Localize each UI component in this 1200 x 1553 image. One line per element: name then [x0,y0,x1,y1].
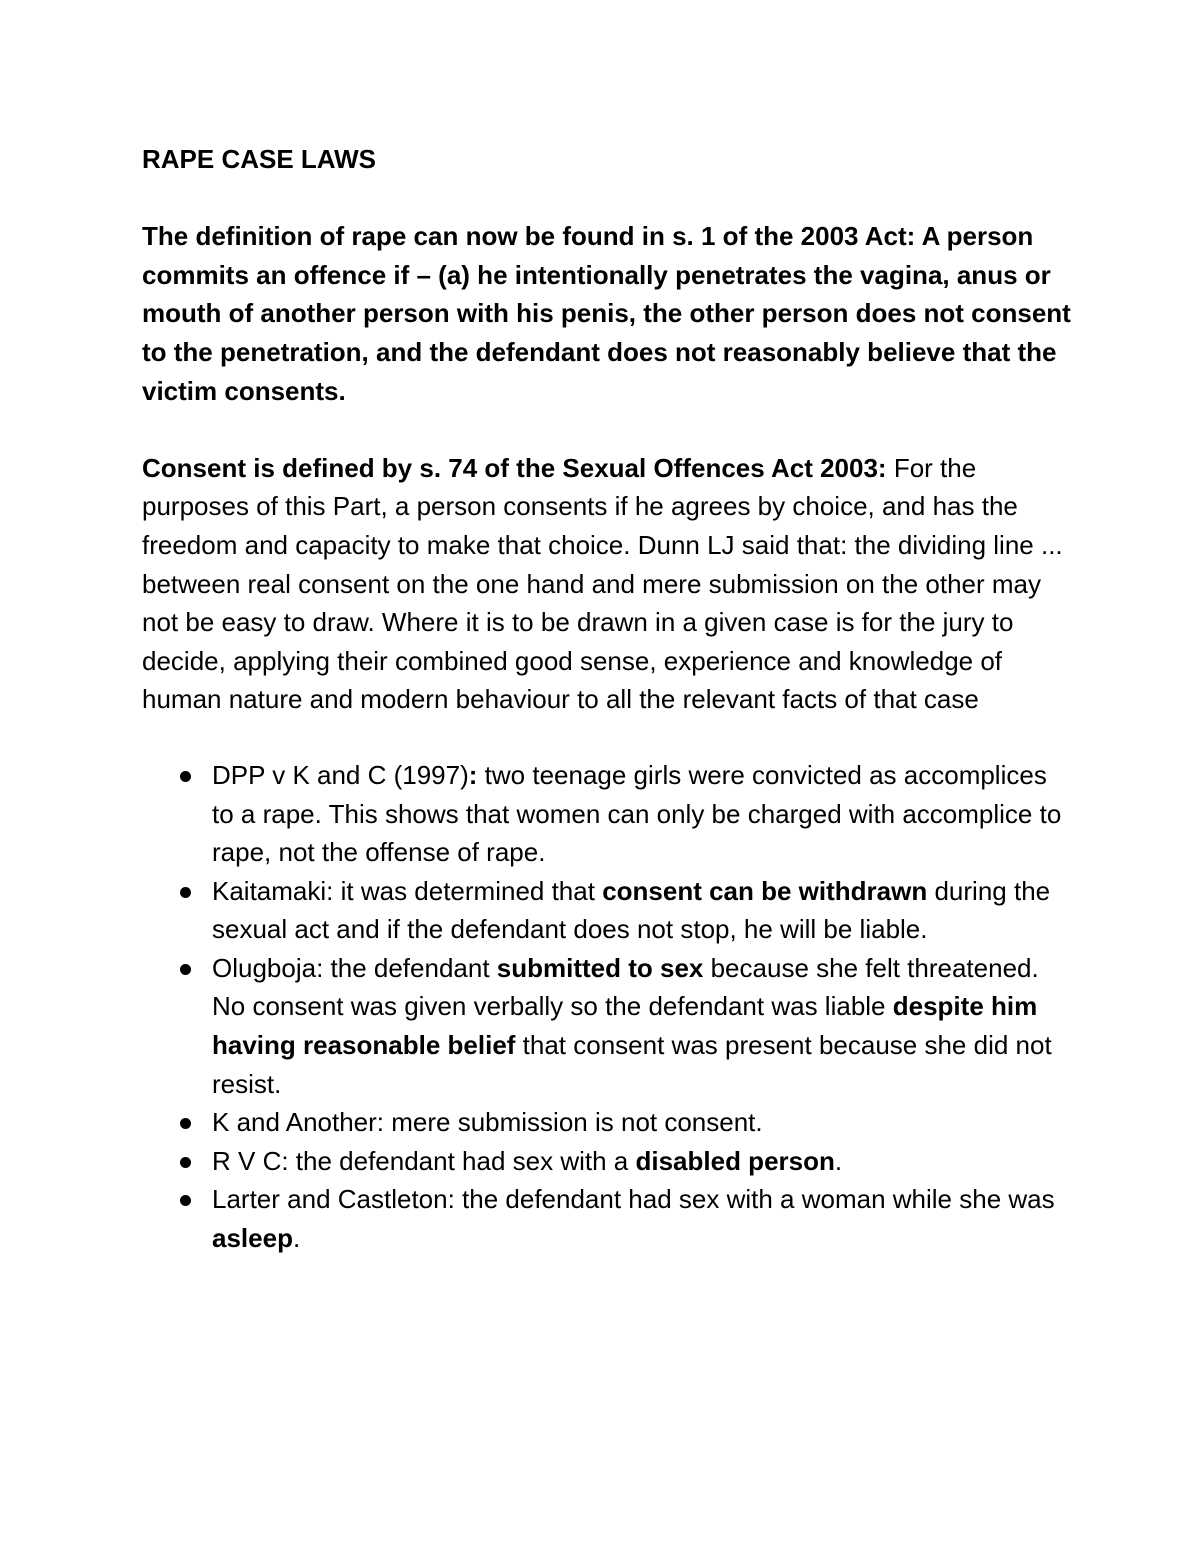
case-text: Larter and Castleton: the defendant had sex with a woman while she was [212,1184,1055,1215]
case-emphasis: consent can be withdrawn [602,875,928,906]
case-text: during the sexual act and if the defendant does not stop, he will be liable. [212,875,1051,945]
list-item [142,1142,1072,1181]
spacer [142,179,1072,218]
list-item [142,1103,1072,1142]
case-emphasis: despite him having reasonable belief [212,991,1038,1061]
bullet-icon [180,964,191,975]
rape-definition-paragraph: The definition of rape can now be found in s. 1 of the 2003 Act: A person commits an offence if – (a) he intentionally penetrates the vagina, anus or mouth of another person with his penis, the other person does not consent to the penetration, and the defendant does not reasonably believe that the victim consents. [142,221,1071,406]
case-text: Kaitamaki: it was determined that [212,875,603,906]
bullet-icon [180,1157,191,1168]
case-emphasis: submitted to sex [496,952,704,983]
bullet-icon [180,1118,191,1129]
case-text: . [834,1145,843,1176]
case-text: . [292,1223,301,1254]
case-text: DPP v K and C (1997) [212,759,469,790]
consent-paragraph [142,449,1072,719]
case-text: two teenage girls were convicted as accomplices to a rape. This shows that women can only be charged with accomplice to rape, not the offense of rape. [212,759,1062,868]
case-emphasis: disabled person [635,1145,835,1176]
document-page [142,140,1072,1258]
case-text: R V C: the defendant had sex with a [212,1145,636,1176]
case-emphasis: asleep [212,1223,293,1254]
bullet-icon [180,1195,191,1206]
list-item [142,872,1072,949]
consent-heading: Consent is defined by s. 74 of the Sexual Offences Act 2003: [142,452,887,483]
document-title: RAPE CASE LAWS [142,144,377,174]
case-emphasis: : [468,759,478,790]
spacer [142,410,1072,449]
consent-body: For the purposes of this Part, a person consents if he agrees by choice, and has the freedom and capacity to make that choice. Dunn LJ said that: the dividing line ... between real consent on the one hand and mere submission on the other may not be easy to draw. Where it is to be drawn in a given case is for the jury to decide, applying their combined good sense, experience and knowledge of human nature and modern behaviour to all the relevant facts of that case [142,452,1063,715]
list-item [142,949,1072,1103]
case-text: Olugboja: the defendant [212,952,497,983]
list-item [142,756,1072,872]
bullet-icon [180,771,191,782]
case-text: that consent was present because she did not resist. [212,1030,1052,1099]
case-text: K and Another: mere submission is not consent. [212,1107,763,1138]
spacer [142,719,1072,756]
case-list [142,756,1072,1258]
case-text: because she felt threatened. No consent was given verbally so the defendant was liable [212,952,1039,1022]
bullet-icon [180,887,191,898]
list-item [142,1180,1072,1257]
